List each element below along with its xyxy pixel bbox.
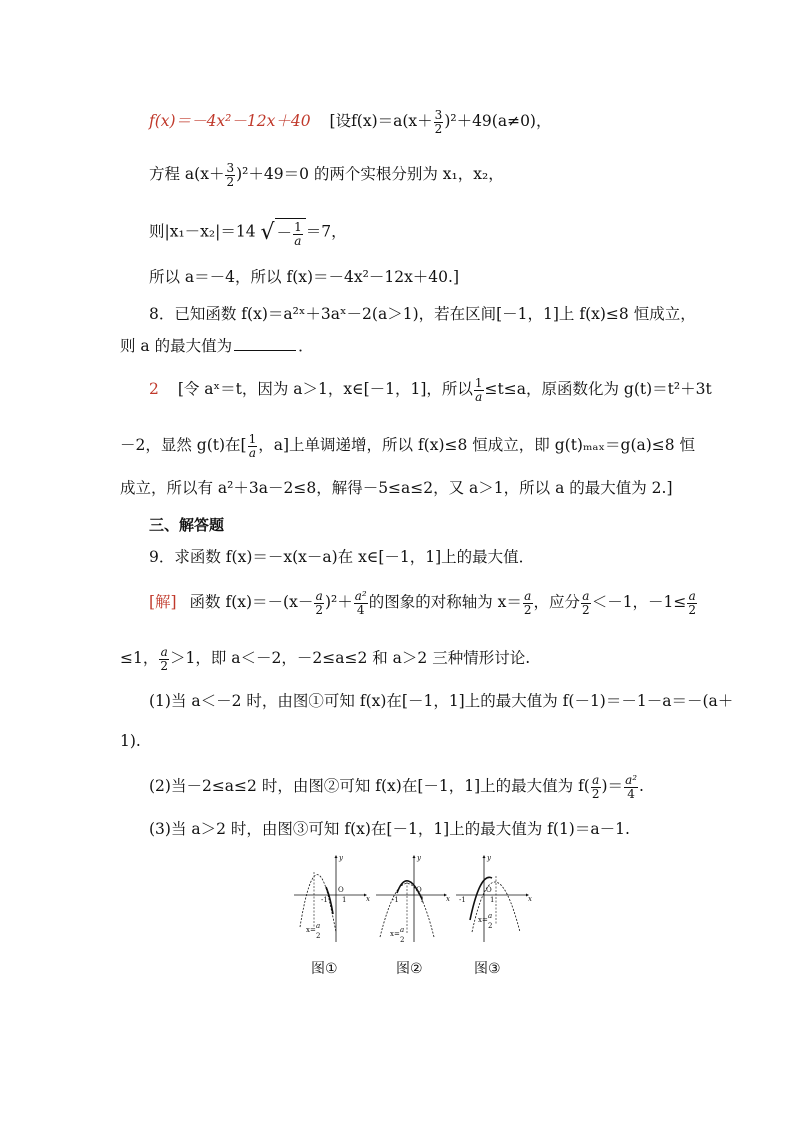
graph-1 (294, 854, 370, 942)
answer-8-line-3: 成立，所以有 a²＋3a－2≤8，解得－5≤a≤2，又 a＞1，所以 a 的最大值为 2.] (120, 479, 673, 497)
svg-text:x=: x= (306, 926, 316, 934)
svg-text:a: a (316, 922, 321, 930)
solution-label: [解] (149, 593, 177, 612)
svg-text:2: 2 (488, 922, 493, 930)
svg-text:2: 2 (400, 936, 405, 944)
svg-text:-1: -1 (321, 896, 328, 904)
graph-3 (456, 854, 532, 942)
svg-text:O: O (486, 886, 492, 894)
y-axis-label: y (339, 854, 343, 862)
case-2-line: (2)当－2≤a≤2 时，由图②可知 f(x)在[－1，1]上的最大值为 f( $\frac{a}{2}$ )＝ $\frac{\text{a²}}{4}$ . (149, 773, 644, 801)
svg-text:-1: -1 (392, 896, 399, 904)
answer-7-line-2: 方程 a(x＋ $\frac{3}{2}$ )²＋49＝0 的两个实根分别为 x₁，x₂， (149, 161, 504, 189)
graph-2 (376, 854, 450, 944)
figure-caption-1: 图① (311, 961, 338, 977)
svg-text:a: a (488, 912, 493, 920)
figure-caption-2: 图② (396, 961, 423, 977)
svg-text:1: 1 (420, 896, 425, 904)
svg-text:x=: x= (390, 930, 400, 938)
svg-text:y: y (487, 854, 491, 862)
parabola-graphs (292, 852, 532, 947)
answer-8-value: 2 (149, 380, 159, 399)
answer-8-line-1: 2 [令 aˣ＝t，因为 a＞1，x∈[－1，1]，所以 $\frac{1}{a}$ ≤t≤a，原函数化为 g(t)＝t²＋3t (149, 376, 712, 404)
sqrt-expression: √ － $\frac{1}{a}$ (261, 218, 306, 247)
fraction-3-2: $\frac{3}{2}$ (434, 108, 443, 136)
question-8-line-1: 8．已知函数 f(x)＝a²ˣ＋3aˣ－2(a＞1)，若在区间[－1，1]上 f(x)≤8 恒成立， (149, 305, 696, 323)
answer-7-note-a: [设f(x)＝a(x＋ (329, 112, 433, 131)
svg-text:1: 1 (490, 896, 495, 904)
figure-caption-3: 图③ (474, 961, 501, 977)
answer-7-line-1 (149, 109, 551, 135)
svg-text:1: 1 (342, 896, 347, 904)
section-heading: 三、解答题 (149, 516, 225, 534)
svg-text:-1: -1 (459, 896, 466, 904)
answer-7-line-3: 则|x₁－x₂|＝14 √ － $\frac{1}{a}$ ＝7， (149, 219, 347, 248)
svg-text:2: 2 (316, 932, 321, 940)
answer-7-note-b: )²＋49(a≠0)， (444, 112, 552, 131)
svg-text:x: x (528, 895, 532, 903)
svg-text:y: y (417, 854, 421, 862)
question-9-solution-line-2: ≤1， $\frac{a}{2}$ ＞1，即 a＜－2，－2≤a≤2 和 a＞2 三种情形讨论. (120, 645, 531, 673)
case-1-line-1: (1)当 a＜－2 时，由图①可知 f(x)在[－1，1]上的最大值为 f(－1)＝－1－a＝－(a＋ (149, 692, 734, 710)
origin-label: O (338, 886, 344, 894)
answer-8-line-2: －2，显然 g(t)在[ $\frac{1}{a}$ ，a]上单调递增，所以 f(x)≤8 恒成立，即 g(t)ₘₐₓ＝g(a)≤8 恒 (120, 432, 696, 460)
question-8-line-2: 则 a 的最大值为 ． (120, 337, 314, 355)
x-axis-label: x (366, 895, 370, 903)
answer-7-line-4: 所以 a＝－4，所以 f(x)＝－4x²－12x＋40.] (149, 268, 460, 286)
svg-text:x=: x= (478, 916, 488, 924)
svg-text:a: a (400, 926, 405, 934)
answer-7-function: f(x)＝－4x²－12x＋40 (149, 112, 311, 131)
fraction-3-2: $\frac{3}{2}$ (226, 161, 235, 189)
svg-text:x: x (446, 895, 450, 903)
answer-blank (234, 337, 296, 351)
graph-figures (292, 852, 532, 947)
svg-text:O: O (416, 886, 422, 894)
case-3-line: (3)当 a＞2 时，由图③可知 f(x)在[－1，1]上的最大值为 f(1)＝a－1. (149, 820, 630, 838)
case-1-line-2: 1). (120, 732, 141, 750)
question-9-title: 9．求函数 f(x)＝－x(x－a)在 x∈[－1，1]上的最大值． (149, 548, 535, 566)
question-9-solution-line-1: [解] 函数 f(x)＝－(x－ $\frac{a}{2}$ )²＋ $\frac{\text{a²}}{4}$ 的图象的对称轴为 x＝ $\frac{a}{2}$ ，应分 $\frac{a}{2}$ ＜－1，－1≤ $\frac{a}{2}$ (149, 589, 697, 617)
